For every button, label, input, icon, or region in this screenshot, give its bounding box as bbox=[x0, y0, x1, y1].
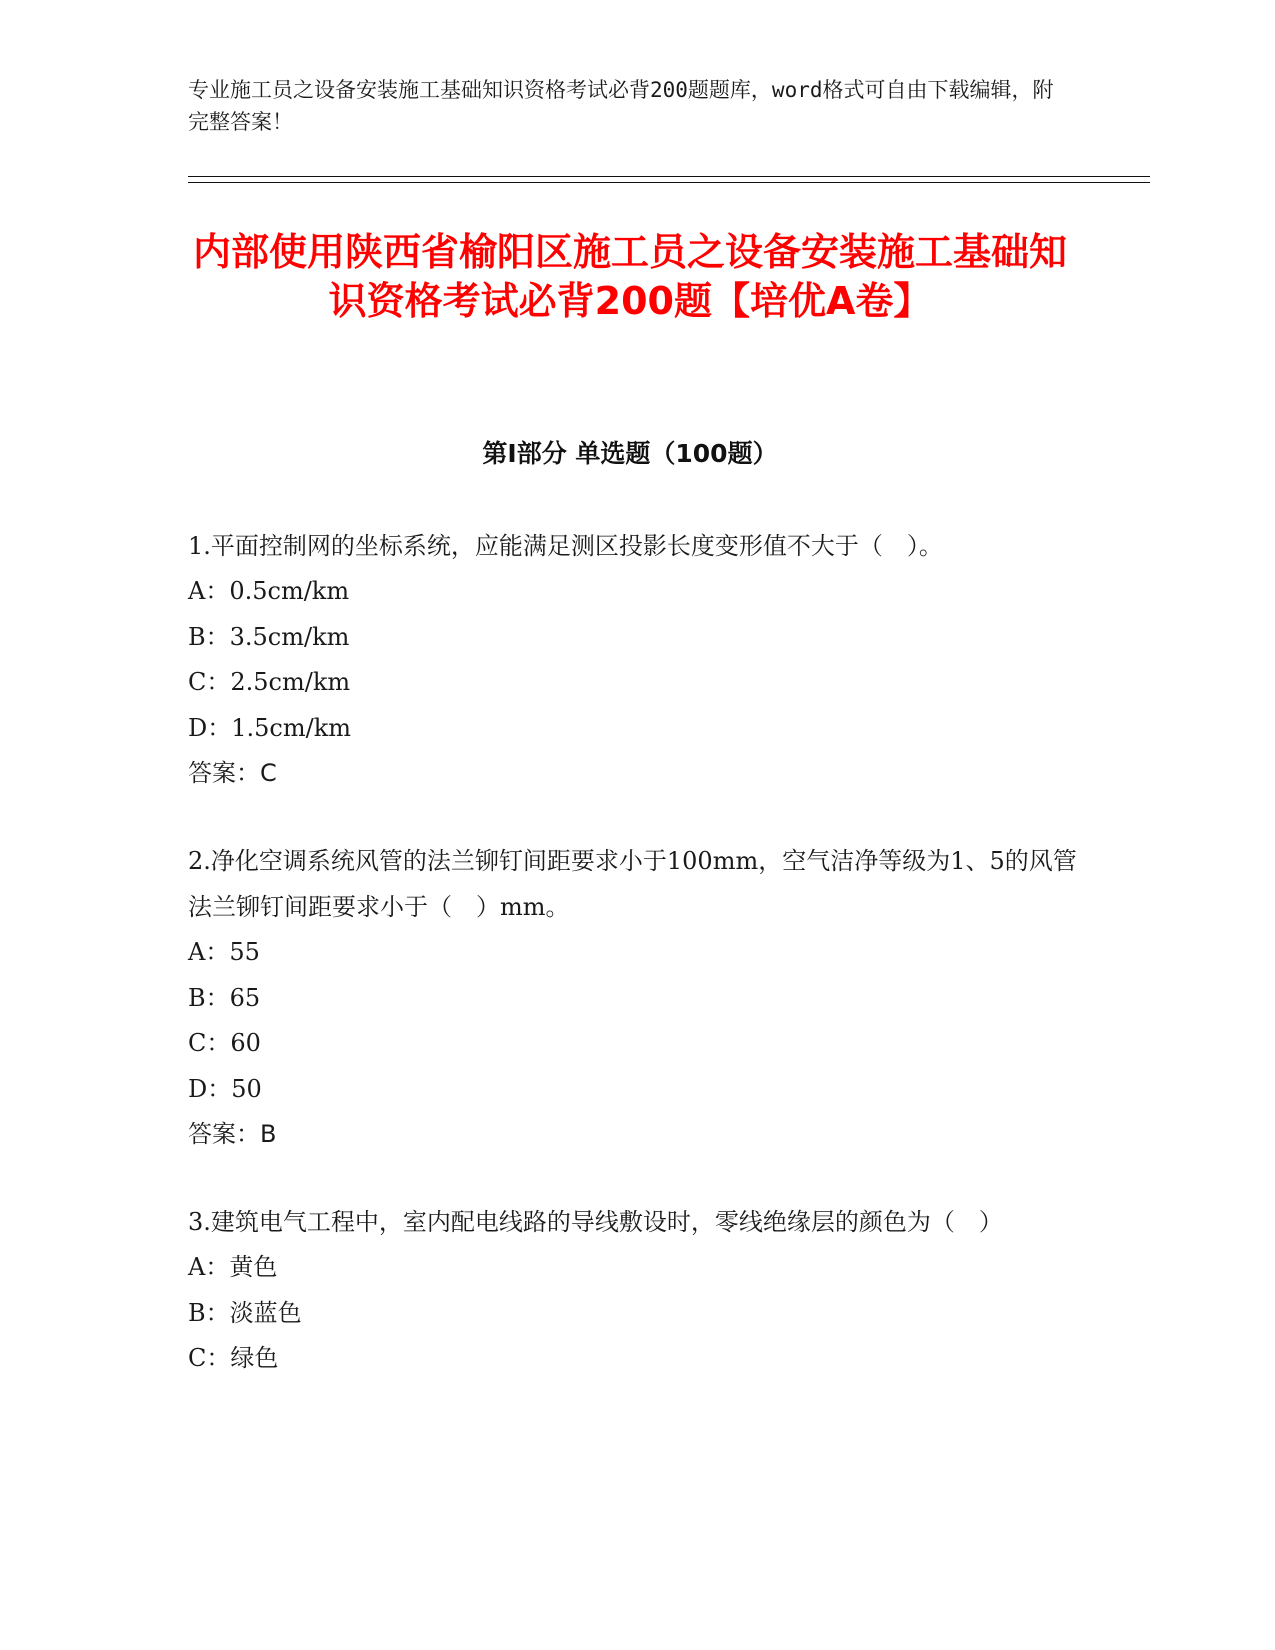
header-divider-top bbox=[188, 176, 1150, 177]
option-a: A：0.5cm/km bbox=[188, 577, 350, 605]
header-divider-bottom bbox=[188, 182, 1150, 183]
option-b: B：65 bbox=[188, 983, 261, 1012]
option-a: A：黄色 bbox=[188, 1253, 278, 1281]
question-3 bbox=[188, 1199, 1088, 1382]
question-list bbox=[188, 523, 1088, 1424]
option-c: C：2.5cm/km bbox=[188, 668, 351, 696]
option-b: B：3.5cm/km bbox=[188, 622, 350, 651]
option-c: C：绿色 bbox=[188, 1344, 279, 1372]
document-title: 内部使用陕西省榆阳区施工员之设备安装施工基础知识资格考试必背200题【培优A卷】 bbox=[192, 230, 1067, 323]
question-2 bbox=[188, 838, 1088, 1157]
option-c: C：60 bbox=[188, 1029, 261, 1057]
question-stem: 1.平面控制网的坐标系统，应能满足测区投影长度变形值不大于（ ）。 bbox=[188, 532, 943, 560]
header-note: 专业施工员之设备安装施工基础知识资格考试必背200题题库，word格式可自由下载编辑，附完整答案！ bbox=[188, 78, 1054, 134]
question-stem: 3.建筑电气工程中，室内配电线路的导线敷设时，零线绝缘层的颜色为（ ） bbox=[188, 1208, 1003, 1236]
answer: 答案：B bbox=[188, 1120, 277, 1148]
question-stem: 2.净化空调系统风管的法兰铆钉间距要求小于100mm，空气洁净等级为1、5的风管法兰铆钉间距要求小于（ ）mm。 bbox=[188, 847, 1077, 921]
option-a: A：55 bbox=[188, 938, 260, 966]
option-b: B：淡蓝色 bbox=[188, 1298, 302, 1327]
section-heading: 第Ⅰ部分 单选题（100题） bbox=[482, 439, 778, 468]
answer: 答案：C bbox=[188, 759, 277, 787]
option-d: D：1.5cm/km bbox=[188, 713, 351, 742]
question-1 bbox=[188, 523, 1088, 796]
option-d: D：50 bbox=[188, 1074, 262, 1103]
